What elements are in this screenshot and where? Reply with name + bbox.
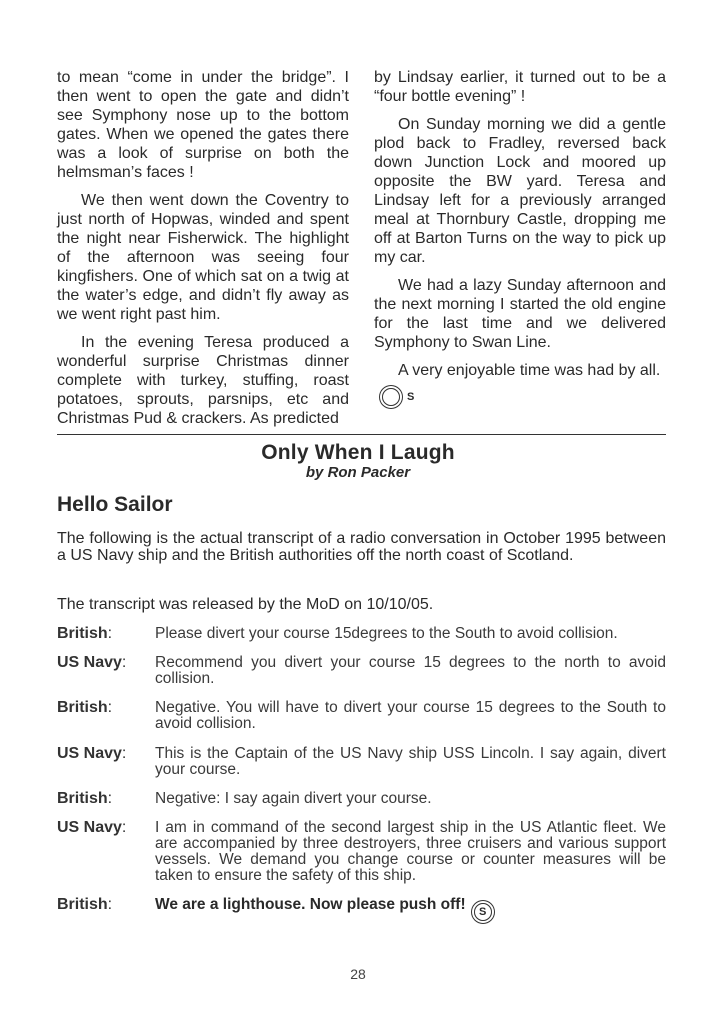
closing-paragraph	[374, 361, 666, 406]
transcript-line	[155, 897, 666, 921]
section-title: Hello Sailor	[57, 493, 173, 516]
speaker-name: British	[57, 625, 108, 642]
speaker-name: British	[57, 896, 108, 913]
speaker-name: US Navy	[57, 819, 122, 836]
paragraph: We then went down the Coventry to just north of Hopwas, winded and spent the night near Fisherwick. The highlight of the afternoon was seeing four kingfishers. One of which sat on a twig at the water’s edge, and didn’t fly away as we went right past him.	[57, 192, 349, 323]
feature-byline: by Ron Packer	[305, 464, 411, 481]
article-left-column	[57, 68, 349, 437]
transcript-line: Please divert your course 15degrees to the South to avoid collision.	[155, 625, 618, 642]
speaker-label: US Navy:	[57, 819, 127, 836]
page-number: 28	[350, 966, 366, 982]
speaker-name: US Navy	[57, 745, 122, 762]
article-right-column	[374, 68, 666, 415]
transcript-line: Recommend you divert your course 15 degrees to the north to avoid collision.	[155, 654, 666, 687]
speaker-label: US Navy:	[57, 745, 127, 762]
punchline-text: We are a lighthouse. Now please push off!	[155, 896, 466, 913]
speaker-name: British	[57, 699, 108, 716]
swan-logo-icon: S	[474, 903, 492, 921]
speaker-name: British	[57, 790, 108, 807]
paragraph: We had a lazy Sunday afternoon and the next morning I started the old engine for the last time and we delivered Symphony to Swan Line.	[374, 277, 666, 351]
transcript-line: This is the Captain of the US Navy ship USS Lincoln. I say again, divert your course.	[155, 745, 666, 778]
speaker-name: US Navy	[57, 654, 122, 671]
transcript-row	[57, 655, 666, 687]
paragraph: to mean “come in under the bridge”. I then went to open the gate and didn’t see Symphony nose up to the bottom gates. When we opened the gates there was a look of surprise on both the helmsman’s faces !	[57, 69, 349, 181]
swan-logo-icon: S	[382, 388, 400, 406]
paragraph: On Sunday morning we did a gentle plod back to Fradley, reversed back down Junction Lock and moored up opposite the BW yard. Teresa and Lindsay left for a previously arranged meal at Thornbury Castle, dropping me off at Barton Turns on the way to pick up my car.	[374, 116, 666, 266]
transcript-line: Negative: I say again divert your course.	[155, 790, 432, 807]
speaker-label: US Navy:	[57, 654, 127, 671]
transcript-row	[57, 626, 666, 642]
paragraph: In the evening Teresa produced a wonderful surprise Christmas dinner complete with turkey, stuffing, roast potatoes, sprouts, parsnips, etc and Christmas Pud & crackers. As predicted	[57, 334, 349, 427]
paragraph: by Lindsay earlier, it turned out to be a “four bottle evening” !	[374, 69, 666, 105]
speaker-label: British:	[57, 790, 113, 807]
transcript-row	[57, 746, 666, 778]
release-note: The transcript was released by the MoD on 10/10/05.	[57, 596, 434, 613]
transcript-line: I am in command of the second largest ship in the US Atlantic fleet. We are accompanied by three destroyers, three cruisers and various support vessels. We demand you change course or counter measures will be taken to ensure the safety of this ship.	[155, 819, 666, 884]
feature-title: Only When I Laugh	[261, 441, 455, 464]
intro-paragraph: The following is the actual transcript of a radio conversation in October 1995 between a US Navy ship and the British authorities off the north coast of Scotland.	[57, 530, 666, 564]
speaker-label: British:	[57, 625, 113, 642]
transcript	[57, 626, 666, 934]
transcript-line: Negative. You will have to divert your course 15 degrees to the South to avoid collision.	[155, 699, 666, 732]
section-divider	[57, 434, 666, 435]
transcript-row	[57, 820, 666, 884]
transcript-row	[57, 897, 666, 921]
speaker-label: British:	[57, 699, 113, 716]
transcript-row	[57, 791, 666, 807]
transcript-row	[57, 700, 666, 732]
closing-text: A very enjoyable time was had by all.	[398, 362, 661, 379]
speaker-label: British:	[57, 896, 113, 913]
